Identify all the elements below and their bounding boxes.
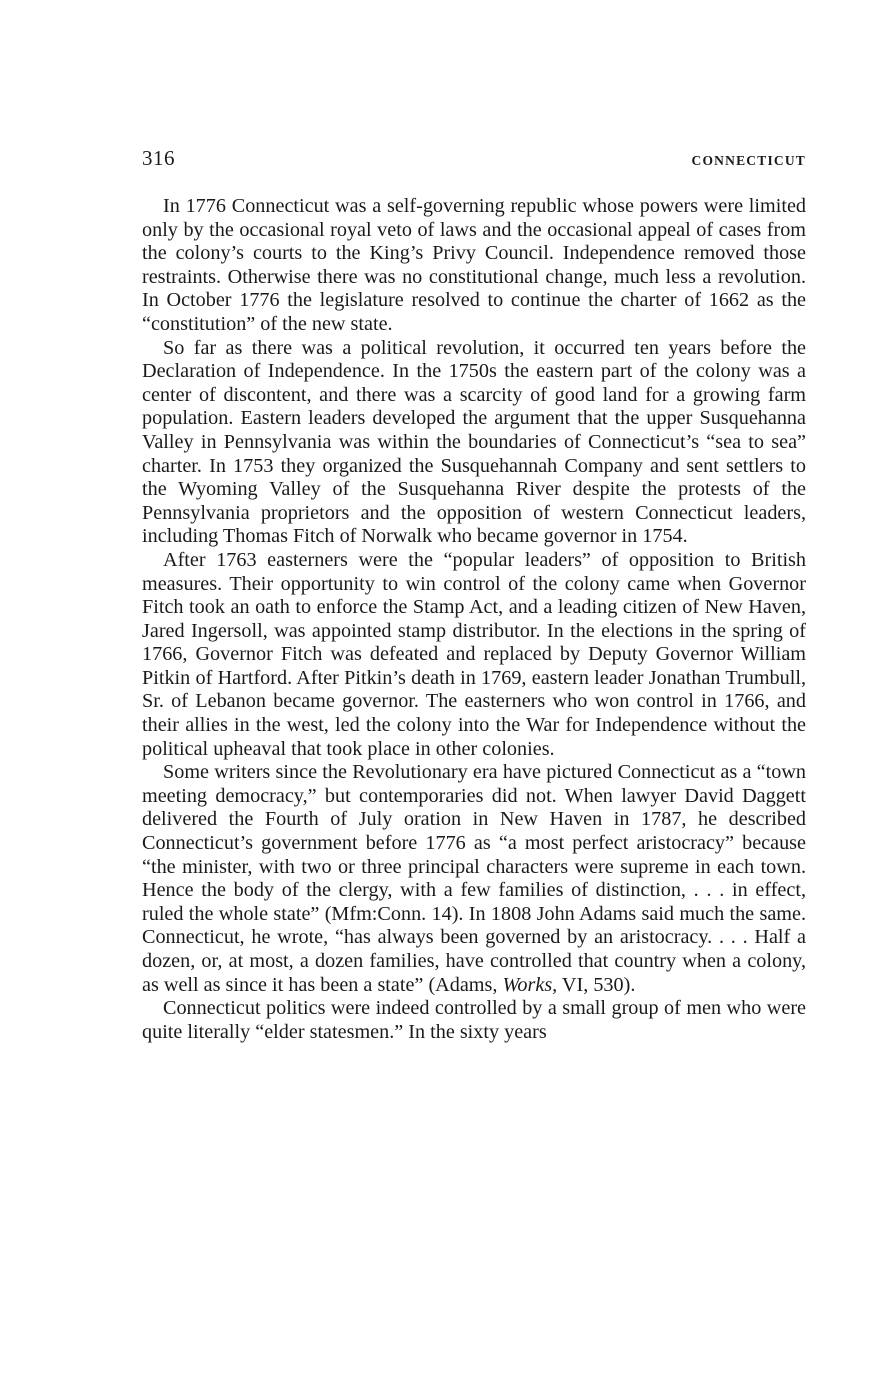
paragraph-1: In 1776 Connecticut was a self-governing republic whose powers were limited only by the occasional royal veto of laws and the occasional appeal of cases from the colony’s courts to the King’s Privy Council. Independence removed those restraints. Otherwise there was no constitutional change, much less a revolution. In October 1776 the legislature resolved to continue the charter of 1662 as the “constitution” of the new state. (142, 195, 806, 335)
document-page (142, 146, 806, 1044)
page-number: 316 (142, 146, 175, 170)
works-citation-title: Works, (502, 973, 558, 996)
paragraph-2: So far as there was a political revolution, it occurred ten years before the Declaration of Independence. In the 1750s the eastern part of the colony was a center of discontent, and there was a scarcity of good land for a growing farm population. Eastern leaders developed the argument that the upper Susquehanna Valley in Pennsylvania was within the boundaries of Connecticut’s “sea to sea” charter. In 1753 they organized the Susquehannah Company and sent settlers to the Wyoming Valley of the Susquehanna River despite the protests of the Pennsylvania proprietors and the opposition of western Connecticut leaders, including Thomas Fitch of Norwalk who became governor in 1754. (142, 336, 806, 548)
body-text (142, 195, 806, 1044)
works-citation-ref: VI, 530). (561, 973, 636, 996)
paragraph-5: Connecticut politics were indeed controlled by a small group of men who were quite literally “elder statesmen.” In the sixty years (142, 997, 806, 1043)
paragraph-4-text: Some writers since the Revolutionary era have pictured Connecticut as a “town meeting democracy,” but contemporaries did not. When lawyer David Daggett delivered the Fourth of July oration in New Haven in 1787, he described Connecticut’s government before 1776 as “a most perfect aristocracy” because “the minister, with two or three principal characters were supreme in each town. Hence the body of the clergy, with a few families of distinction, . . . in effect, ruled the whole state” (Mfm:Conn. 14). In 1808 John Adams said much the same. Connecticut, he wrote, “has always been governed by an aristocracy. . . . Half a dozen, or, at most, a dozen families, have controlled that country when a colony, as well as since it has been a state” (Adams, (142, 761, 806, 996)
paragraph-4 (142, 761, 806, 997)
section-title: CONNECTICUT (691, 153, 806, 168)
running-head (142, 146, 806, 176)
paragraph-3: After 1763 easterners were the “popular leaders” of opposition to British measures. Their opportunity to win control of the colony came when Governor Fitch took an oath to enforce the Stamp Act, and a leading citizen of New Haven, Jared Ingersoll, was appointed stamp distributor. In the elections in the spring of 1766, Governor Fitch was defeated and replaced by Deputy Governor William Pitkin of Hartford. After Pitkin’s death in 1769, eastern leader Jonathan Trumbull, Sr. of Lebanon became governor. The easterners who won control in 1766, and their allies in the west, led the colony into the War for Independence without the political upheaval that took place in other colonies. (142, 548, 806, 760)
